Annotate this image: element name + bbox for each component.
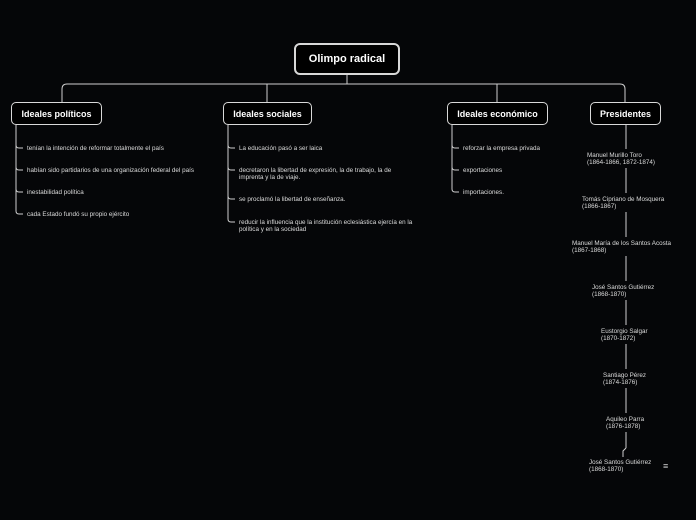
- list-item[interactable]: decretaron la libertad de expresión, la de trabajo, la de imprenta y la de viaje.: [239, 167, 392, 181]
- branch-ideales-economico[interactable]: [447, 102, 548, 125]
- president-item[interactable]: Aquileo Parra (1876-1878): [606, 416, 645, 430]
- branch-label: Ideales políticos: [21, 108, 92, 119]
- list-item[interactable]: reforzar la empresa privada: [463, 145, 540, 152]
- list-item[interactable]: inestabilidad política: [27, 189, 84, 196]
- list-item[interactable]: se proclamó la libertad de enseñanza.: [239, 196, 346, 203]
- item-connector: [16, 125, 23, 148]
- president-connector: [623, 448, 626, 457]
- list-item[interactable]: reducir la influencia que la institución eclesiástica ejercía en la política y en la sociedad: [239, 219, 413, 233]
- root-topic[interactable]: [294, 43, 400, 75]
- root-topic-label: Olimpo radical: [308, 53, 386, 65]
- list-item[interactable]: tenían la intención de reformar totalmente el país: [27, 145, 164, 152]
- president-item[interactable]: Tomás Cipriano de Mosquera (1866-1867): [582, 196, 665, 210]
- list-item[interactable]: habían sido partidarios de una organización federal del país: [27, 167, 194, 174]
- item-connector: [228, 125, 235, 222]
- president-item[interactable]: José Santos Gutiérrez (1868-1870): [592, 284, 655, 298]
- branch-bus: [62, 84, 625, 102]
- list-item[interactable]: exportaciones: [463, 167, 503, 174]
- list-item[interactable]: cada Estado fundó su propio ejército: [27, 211, 130, 218]
- president-item[interactable]: Santiago Pérez (1874-1876): [603, 372, 647, 386]
- president-item[interactable]: Manuel Murillo Toro (1864-1866, 1872-1874): [587, 152, 655, 166]
- president-item[interactable]: Eustorgio Salgar (1870-1872): [601, 328, 648, 342]
- branch-ideales-politicos[interactable]: [11, 102, 102, 125]
- item-connector: [452, 125, 459, 192]
- item-connector: [16, 125, 23, 192]
- item-connector: [228, 125, 235, 148]
- item-connector: [228, 125, 235, 199]
- branch-presidentes[interactable]: [590, 102, 661, 125]
- branch-label: Presidentes: [599, 108, 652, 119]
- president-item[interactable]: Manuel María de los Santos Acosta (1867-1868): [572, 240, 672, 254]
- branch-ideales-sociales[interactable]: [223, 102, 312, 125]
- president-item[interactable]: José Santos Gutiérrez (1868-1870): [589, 459, 652, 473]
- list-item[interactable]: importaciones.: [463, 189, 504, 196]
- item-connector: [452, 125, 459, 148]
- menu-icon[interactable]: ≡: [663, 461, 669, 471]
- list-item[interactable]: La educación pasó a ser laica: [239, 145, 323, 152]
- branch-label: Ideales económico: [457, 108, 538, 119]
- branch-label: Ideales sociales: [233, 108, 302, 119]
